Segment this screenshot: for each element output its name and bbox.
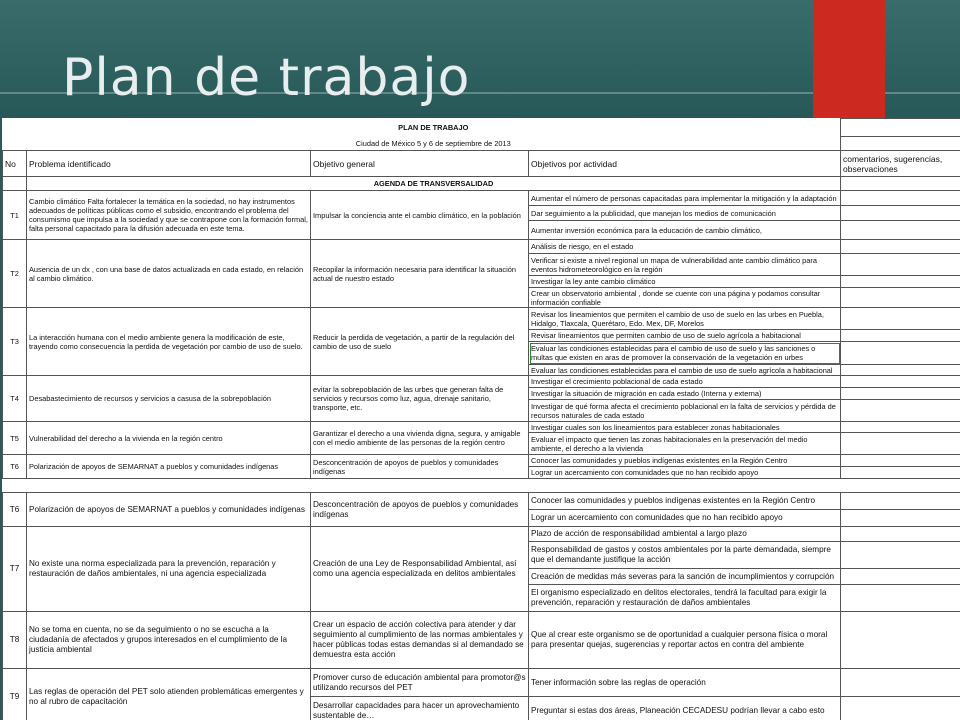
header-objetivo: Objetivo general [311, 151, 529, 177]
activity-cell: Investigar cuales son los lineamientos para establecer zonas habitacionales [529, 422, 841, 433]
activity-cell: Creación de medidas más severas para la sanción de incumplimientos y corrupción [529, 569, 841, 585]
problem-cell: Cambio climático Falta fortalecer la temática en la sociedad, no hay instrumentos adecuados de políticas públicas como el subsidio, encontrando el problema del consumismo que impulsa a la sociedad y que se contrapone con la formación formal, falta personal capacitado para la difusión adecuada en este tema. [27, 191, 311, 240]
plan-table-continued [2, 492, 960, 720]
row-number: T7 [3, 527, 27, 612]
agenda-banner: AGENDA DE TRANSVERSALIDAD [27, 177, 841, 191]
activity-cell: Evaluar el impacto que tienen las zonas habitacionales en la preservación del medio ambiente, el derecho a la vivienda [529, 433, 841, 455]
slide-header [0, 0, 960, 118]
activity-cell: Aumentar inversión económica para la educación de cambio climático, [529, 221, 841, 240]
objective-cell: Desconcentración de apoyos de pueblos y comunidades indígenas [311, 493, 529, 527]
plan-table [2, 118, 960, 479]
objective-cell: Reducir la perdida de vegetación, a partir de la regulación del cambio de uso de suelo [311, 308, 529, 376]
activity-cell: Investigar la situación de migración en cada estado (Interna y externa) [529, 388, 841, 400]
objective-cell: Recopilar la información necesaria para identificar la situación actual de nuestro estado [311, 240, 529, 308]
problem-cell: No se toma en cuenta, no se da seguimiento o no se escucha a la ciudadanía de afectados y grupos interesados en el cumplimiento de la justicia ambiental [27, 612, 311, 669]
slide-title: Plan de trabajo [62, 48, 471, 108]
activity-cell: Análisis de riesgo, en el estado [529, 240, 841, 254]
objective-cell: Garantizar el derecho a una vivienda digna, segura, y amigable con el medio ambiente de las personas de la región centro [311, 422, 529, 455]
activity-cell: Evaluar las condiciones establecidas para el cambio de uso de suelo agrícola a habitacional [529, 365, 841, 376]
row-number: T4 [3, 376, 27, 422]
row-number: T1 [3, 191, 27, 240]
row-number: T5 [3, 422, 27, 455]
activity-cell: Crear un observatorio ambiental , donde se cuente con una página y podamos consultar información confiable [529, 288, 841, 308]
activity-cell: Que al crear este organismo se de oportunidad a cualquier persona física o moral para presentar quejas, sugerencias y reportar actos en contra del ambiente [529, 612, 841, 669]
row-number: T6 [3, 493, 27, 527]
problem-cell: Polarización de apoyos de SEMARNAT a pueblos y comunidades indígenas [27, 455, 311, 479]
row-number: T8 [3, 612, 27, 669]
activity-cell: Verificar si existe a nivel regional un mapa de vulnerabilidad ante cambio climático para eventos hidrometeorológico en la región [529, 254, 841, 276]
activity-cell: Lograr un acercamiento con comunidades que no han recibido apoyo [529, 467, 841, 479]
problem-cell: La interacción humana con el medio ambiente genera la modificación de este, trayendo como consecuencia la perdida de vegetación por cambio de uso de suelo. [27, 308, 311, 376]
accent-tab [813, 0, 885, 118]
objective-cell: Impulsar la conciencia ante el cambio climático, en la población [311, 191, 529, 240]
activity-cell: Revisar los lineamientos que permiten el cambio de uso de suelo en las urbes en Puebla, Hidalgo, Tlaxcala, Querétaro, Edo. Mex, DF, Morelos [529, 308, 841, 330]
problem-cell: Polarización de apoyos de SEMARNAT a pueblos y comunidades indígenas [27, 493, 311, 527]
objective-cell: Crear un espacio de acción colectiva para atender y dar seguimiento al cumplimiento de las normas ambientales y hacer públicas todas estas demandas si al demandado se demuestra esta acción [311, 612, 529, 669]
activity-cell: Revisar lineamientos que permiten cambio de uso de suelo agrícola a habitacional [529, 330, 841, 342]
activity-cell: Investigar la ley ante cambio climático [529, 276, 841, 288]
problem-cell: Ausencia de un dx , con una base de datos actualizada en cada estado, en relación al cambio climático. [27, 240, 311, 308]
activity-cell: Responsabilidad de gastos y costos ambientales por la parte demandada, siempre que el demandante justifique la acción [529, 542, 841, 569]
activity-cell: Conocer las comunidades y pueblos indígenas existentes en la Región Centro [529, 493, 841, 510]
header-actividad: Objetivos por actividad [529, 151, 841, 177]
sheet-title: PLAN DE TRABAJO [398, 123, 469, 132]
problem-cell: Las reglas de operación del PET solo atienden problemáticas emergentes y no al rubro de capacitación [27, 669, 311, 720]
problem-cell: Desabastecimiento de recursos y servicios a casusa de la sobrepoblación [27, 376, 311, 422]
objective-cell: Promover curso de educación ambiental para promotor@s utilizando recursos del PET [311, 669, 529, 697]
activity-cell: Investigar de qué forma afecta el crecimiento poblacional en la falta de servicios y pérdida de recursos naturales de cada estado [529, 400, 841, 422]
header-no: No [3, 151, 27, 177]
activity-cell: Dar seguimiento a la publicidad, que manejan los medios de comunicación [529, 206, 841, 221]
sheet-subtitle: Ciudad de México 5 y 6 de septiembre de 2013 [355, 138, 511, 148]
problem-cell: Vulnerabilidad del derecho a la vivienda en la región centro [27, 422, 311, 455]
activity-cell: Investigar el crecimiento poblacional de cada estado [529, 376, 841, 388]
activity-cell: Aumentar el número de personas capacitadas para implementar la mitigación y la adaptación [529, 191, 841, 206]
objective-cell: Desconcentración de apoyos de pueblos y comunidades indígenas [311, 455, 529, 479]
problem-cell: No existe una norma especializada para la prevención, reparación y restauración de daños ambientales, ni una agencia especializada [27, 527, 311, 612]
activity-cell: Tener información sobre las reglas de operación [529, 669, 841, 697]
objective-cell: Desarrollar capacidades para hacer un aprovechamiento sustentable de… [311, 697, 529, 720]
row-number: T2 [3, 240, 27, 308]
activity-cell: Plazo de acción de responsabilidad ambiental a largo plazo [529, 527, 841, 542]
header-comentarios: comentarios, sugerencias, observaciones [841, 151, 960, 177]
row-number: T9 [3, 669, 27, 720]
objective-cell: evitar la sobrepoblación de las urbes que generan falta de servicios y recursos como luz, agua, drenaje sanitario, transporte, etc. [311, 376, 529, 422]
activity-cell: Lograr un acercamiento con comunidades que no han recibido apoyo [529, 510, 841, 527]
row-number: T3 [3, 308, 27, 376]
selected-activity-cell[interactable]: Evaluar las condiciones establecidas para el cambio de uso de suelo y las sanciones o multas que existen en aras de promover la conservación de la vegetación en urbes [529, 342, 841, 365]
activity-cell: Conocer las comunidades y pueblos indígenas existentes en la Región Centro [529, 455, 841, 467]
row-number: T6 [3, 455, 27, 479]
activity-cell: El organismo especializado en delitos electorales, tendrá la facultad para exigir la prevención, reparación y restauración de daños ambientales [529, 585, 841, 612]
activity-cell: Preguntar si estas dos áreas, Planeación CECADESU podrían llevar a cabo esto [529, 697, 841, 720]
objective-cell: Creación de una Ley de Responsabilidad Ambiental, así como una agencia especializada en delitos ambientales [311, 527, 529, 612]
header-problema: Problema identificado [27, 151, 311, 177]
spreadsheet-image [2, 118, 960, 720]
